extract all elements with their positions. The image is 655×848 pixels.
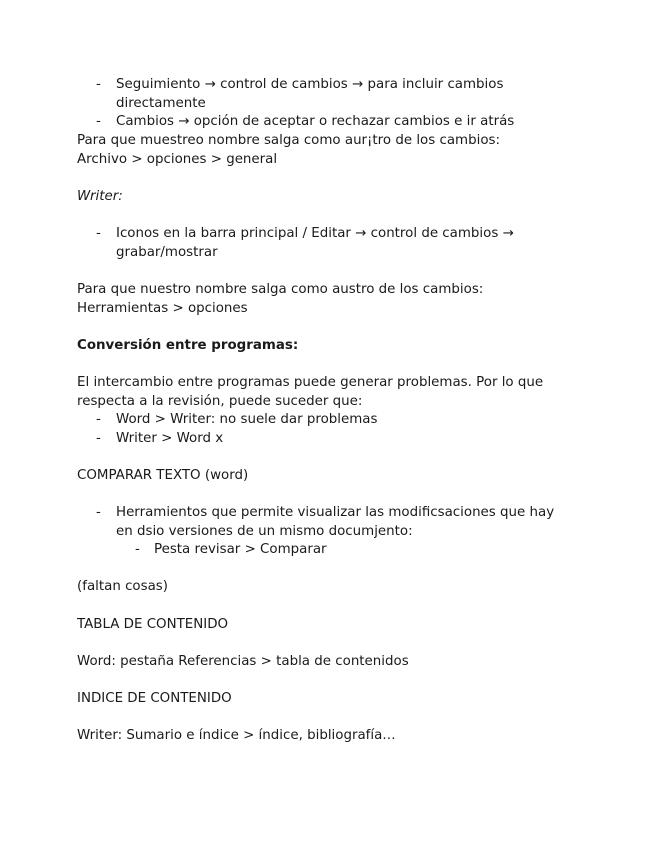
indice-heading: INDICE DE CONTENIDO <box>77 691 232 706</box>
bullet-writer-word: Writer > Word x <box>116 431 224 446</box>
comparar-heading: COMPARAR TEXTO (word) <box>77 468 249 483</box>
bullet-marker: - <box>96 412 101 427</box>
conversion-heading: Conversión entre programas: <box>77 338 299 353</box>
bullet-marker: - <box>96 431 101 446</box>
bullet-herramientos-line2: en dsio versiones de un mismo documjento: <box>116 524 413 539</box>
paragraph-intercambio-line1: El intercambio entre programas puede generar problemas. Por lo que <box>77 375 544 390</box>
bullet-marker: - <box>96 77 101 92</box>
bullet-word-writer: Word > Writer: no suele dar problemas <box>116 412 378 427</box>
bullet-seguimiento-line2: directamente <box>116 96 206 111</box>
tabla-heading: TABLA DE CONTENIDO <box>77 617 229 632</box>
bullet-marker: - <box>96 226 101 241</box>
bullet-cambios: Cambios → opción de aceptar o rechazar cambios e ir atrás <box>116 114 515 129</box>
faltan-cosas-note: (faltan cosas) <box>77 579 169 594</box>
sub-bullet-pesta-revisar: Pesta revisar > Comparar <box>154 542 327 557</box>
word-tabla-line: Word: pestaña Referencias > tabla de contenidos <box>77 654 409 669</box>
bullet-seguimiento-line1: Seguimiento → control de cambios → para incluir cambios <box>116 77 504 92</box>
paragraph-writer-autor-line2: Herramientas > opciones <box>77 301 248 316</box>
paragraph-nombre-autor-line1: Para que muestreo nombre salga como aur¡tro de los cambios: <box>77 133 500 148</box>
paragraph-nombre-autor-line2: Archivo > opciones > general <box>77 152 278 167</box>
writer-heading: Writer: <box>77 189 123 204</box>
bullet-iconos-line1: Iconos en la barra principal / Editar → control de cambios → <box>116 226 514 241</box>
writer-sumario-line: Writer: Sumario e índice > índice, bibliografía… <box>77 728 396 743</box>
paragraph-intercambio-line2: respecta a la revisión, puede suceder que: <box>77 394 363 409</box>
sub-bullet-marker: - <box>135 542 140 557</box>
bullet-herramientos-line1: Herramientos que permite visualizar las modificsaciones que hay <box>116 505 555 520</box>
paragraph-writer-autor-line1: Para que nuestro nombre salga como austro de los cambios: <box>77 282 484 297</box>
bullet-iconos-line2: grabar/mostrar <box>116 245 218 260</box>
bullet-marker: - <box>96 114 101 129</box>
bullet-marker: - <box>96 505 101 520</box>
